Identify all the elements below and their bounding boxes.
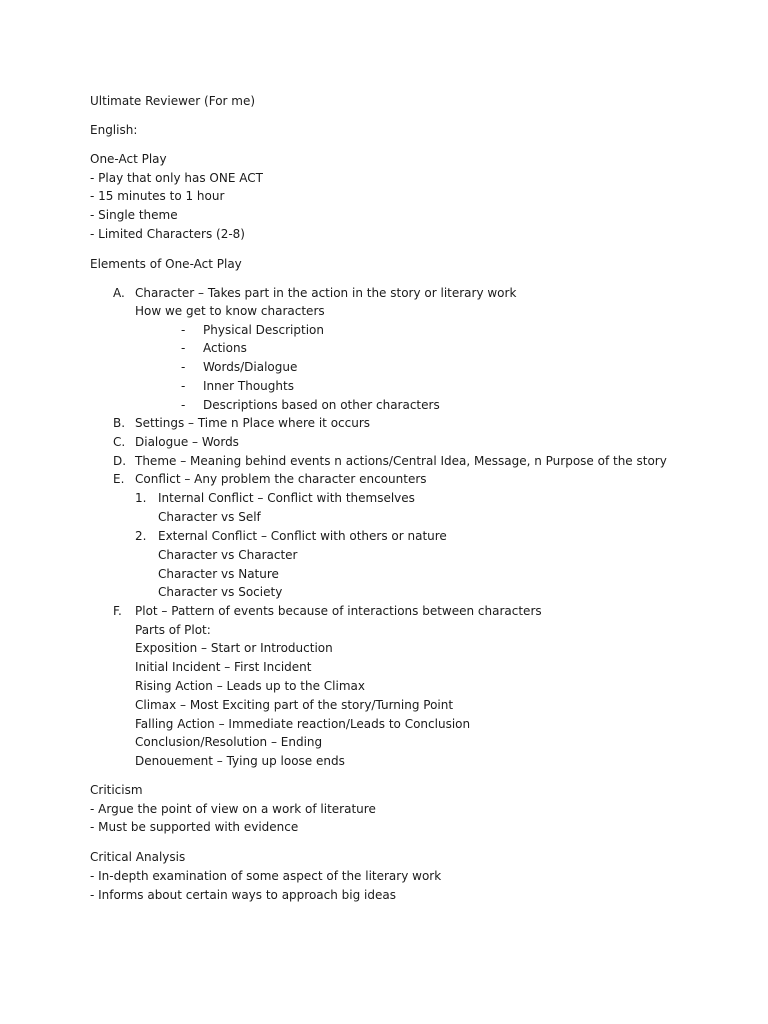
external-conflict: External Conflict – Conflict with others or nature bbox=[158, 529, 447, 543]
dash-marker: - bbox=[181, 360, 186, 374]
list-item: Words/Dialogue bbox=[203, 360, 298, 374]
list-marker-f: F. bbox=[113, 604, 122, 618]
list-item: Inner Thoughts bbox=[203, 379, 294, 393]
list-marker-d: D. bbox=[113, 454, 127, 468]
element-character: Character – Takes part in the action in the story or literary work bbox=[135, 286, 517, 300]
list-item: Actions bbox=[203, 341, 247, 355]
plot-part: Conclusion/Resolution – Ending bbox=[135, 735, 323, 749]
element-settings: Settings – Time n Place where it occurs bbox=[135, 416, 371, 430]
list-marker-1: 1. bbox=[135, 491, 147, 505]
list-item: - 15 minutes to 1 hour bbox=[90, 189, 225, 203]
element-theme: Theme – Meaning behind events n actions/Central Idea, Message, n Purpose of the story bbox=[135, 454, 667, 468]
plot-part: Exposition – Start or Introduction bbox=[135, 641, 333, 655]
list-item: Physical Description bbox=[203, 323, 324, 337]
internal-conflict: Internal Conflict – Conflict with themselves bbox=[158, 491, 415, 505]
list-marker-e: E. bbox=[113, 472, 125, 486]
element-plot: Plot – Pattern of events because of interactions between characters bbox=[135, 604, 542, 618]
dash-marker: - bbox=[181, 323, 186, 337]
conflict-type: Character vs Nature bbox=[158, 567, 279, 581]
list-marker-a: A. bbox=[113, 286, 125, 300]
plot-part: Climax – Most Exciting part of the story/Turning Point bbox=[135, 698, 454, 712]
list-item: - Play that only has ONE ACT bbox=[90, 171, 263, 185]
list-marker-2: 2. bbox=[135, 529, 147, 543]
list-item: - Limited Characters (2-8) bbox=[90, 227, 245, 241]
list-item: - In-depth examination of some aspect of the literary work bbox=[90, 869, 442, 883]
plot-part: Rising Action – Leads up to the Climax bbox=[135, 679, 365, 693]
element-conflict: Conflict – Any problem the character encounters bbox=[135, 472, 427, 486]
conflict-type: Character vs Society bbox=[158, 585, 283, 599]
dash-marker: - bbox=[181, 398, 186, 412]
list-item: - Must be supported with evidence bbox=[90, 820, 299, 834]
one-act-play-heading: One-Act Play bbox=[90, 152, 167, 166]
list-item: - Argue the point of view on a work of literature bbox=[90, 802, 376, 816]
character-subheading: How we get to know characters bbox=[135, 304, 325, 318]
dash-marker: - bbox=[181, 379, 186, 393]
list-marker-b: B. bbox=[113, 416, 126, 430]
plot-part: Parts of Plot: bbox=[135, 623, 211, 637]
element-dialogue: Dialogue – Words bbox=[135, 435, 239, 449]
plot-part: Initial Incident – First Incident bbox=[135, 660, 312, 674]
list-item: - Single theme bbox=[90, 208, 178, 222]
conflict-type: Character vs Character bbox=[158, 548, 298, 562]
document-title: Ultimate Reviewer (For me) bbox=[90, 94, 256, 108]
plot-part: Denouement – Tying up loose ends bbox=[135, 754, 345, 768]
list-item: - Informs about certain ways to approach big ideas bbox=[90, 888, 396, 902]
list-item: Descriptions based on other characters bbox=[203, 398, 440, 412]
criticism-heading: Criticism bbox=[90, 783, 143, 797]
elements-heading: Elements of One-Act Play bbox=[90, 257, 242, 271]
list-marker-c: C. bbox=[113, 435, 126, 449]
dash-marker: - bbox=[181, 341, 186, 355]
subject-heading: English: bbox=[90, 123, 138, 137]
conflict-type: Character vs Self bbox=[158, 510, 261, 524]
plot-part: Falling Action – Immediate reaction/Leads to Conclusion bbox=[135, 717, 471, 731]
critical-analysis-heading: Critical Analysis bbox=[90, 850, 186, 864]
